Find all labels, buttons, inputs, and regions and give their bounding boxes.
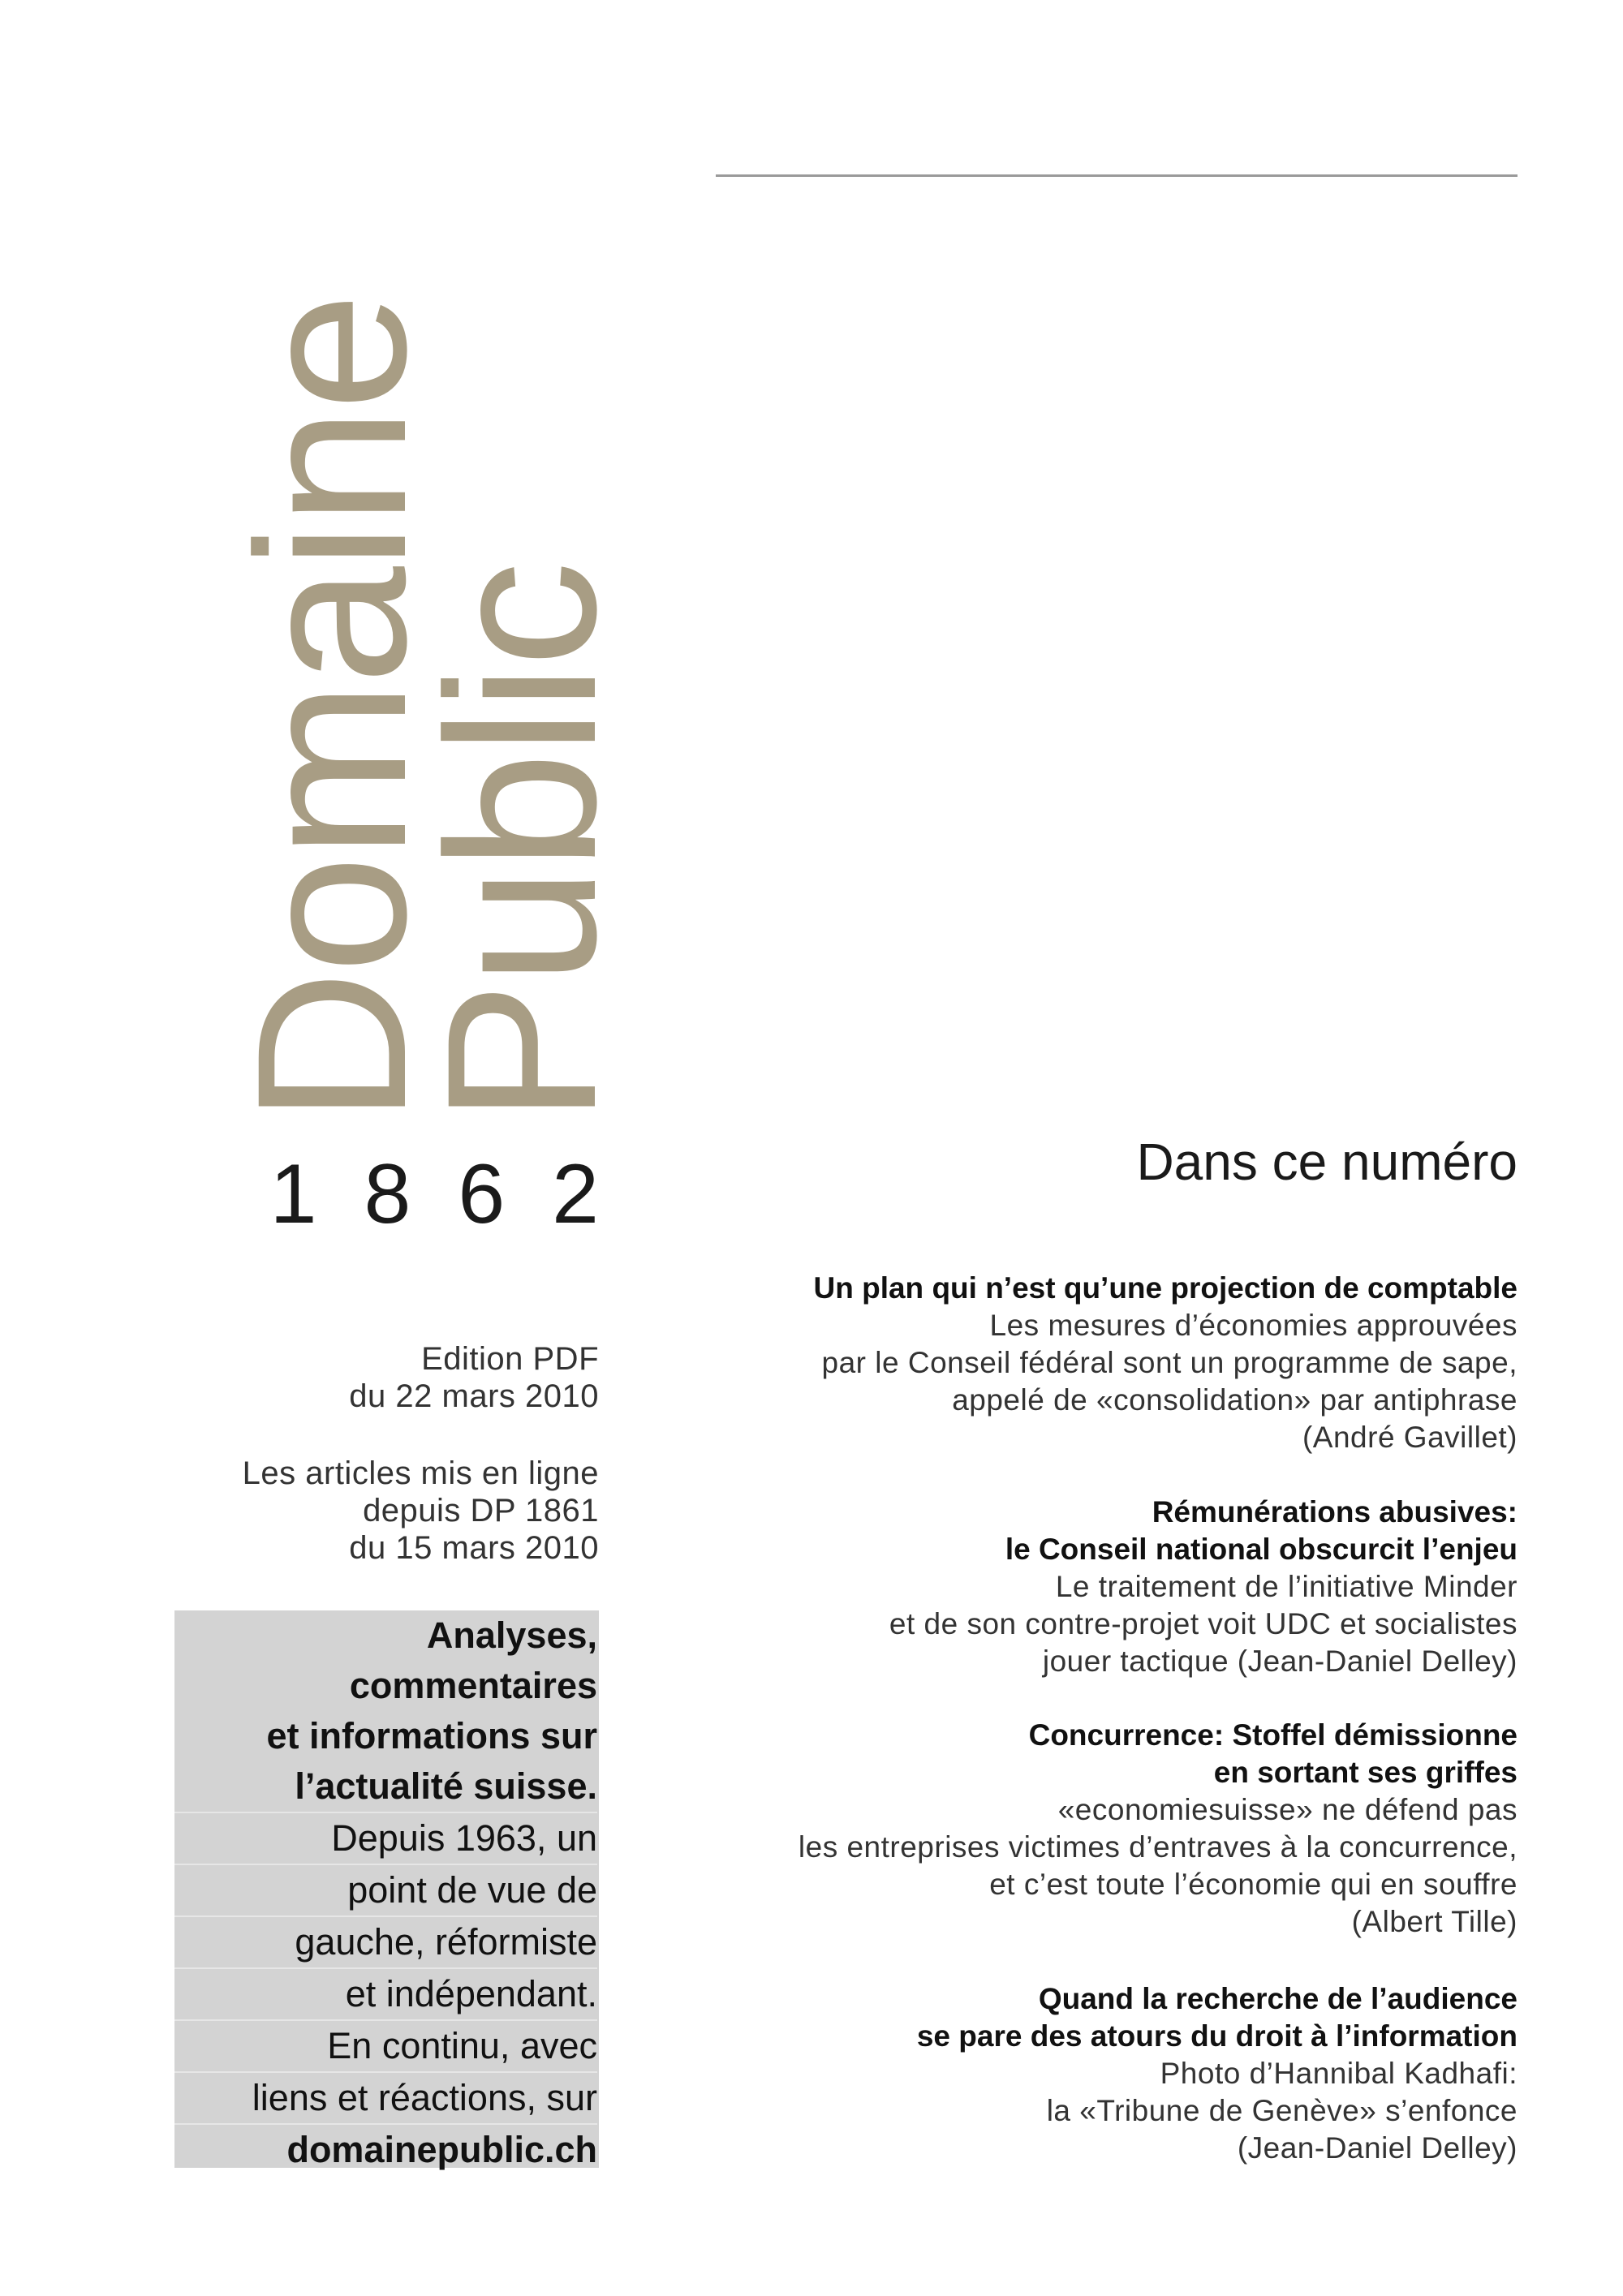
top-divider <box>716 174 1518 177</box>
toc-item-author: (Jean-Daniel Delley) <box>1237 2131 1518 2165</box>
online-line: depuis DP 1861 <box>363 1493 599 1529</box>
toc-item[interactable] <box>625 1717 1518 1941</box>
toc-item-summary: «economiesuisse» ne défend pas <box>1057 1793 1518 1826</box>
toc-item-title[interactable]: Rémunérations abusives: <box>1152 1495 1518 1529</box>
logo-year: 1862 <box>269 1147 646 1241</box>
toc-item-title[interactable]: en sortant ses griffes <box>1213 1756 1518 1789</box>
toc-item-summary: les entreprises victimes d’entraves à la concurrence, <box>798 1830 1518 1864</box>
promo-line: En continu, avec <box>174 2019 597 2071</box>
toc-item-summary: et de son contre-projet voit UDC et socialistes <box>889 1607 1518 1640</box>
toc-item-summary: la «Tribune de Genève» s’enfonce <box>1046 2094 1518 2127</box>
toc-heading: Dans ce numéro <box>1136 1133 1518 1191</box>
toc-item[interactable] <box>625 1270 1518 1456</box>
promo-line: Analyses, <box>426 1615 597 1656</box>
promo-line: et informations sur <box>266 1715 597 1756</box>
toc-item-summary: Les mesures d’économies approuvées <box>989 1309 1518 1342</box>
promo-line: liens et réactions, sur <box>174 2071 597 2123</box>
promo-line: et indépendant. <box>174 1967 597 2019</box>
logo-word-public: Public <box>403 564 640 1124</box>
promo-line: commentaires <box>349 1665 597 1706</box>
toc-item-summary: et c’est toute l’économie qui en souffre <box>989 1868 1518 1901</box>
promo-line: Depuis 1963, un <box>174 1812 597 1864</box>
toc-item-title[interactable]: Concurrence: Stoffel démissionne <box>1028 1718 1518 1752</box>
online-line: du 15 mars 2010 <box>349 1530 599 1566</box>
toc-item-title[interactable]: se pare des atours du droit à l’information <box>916 2019 1518 2053</box>
toc-item-author: (Albert Tille) <box>1351 1905 1518 1938</box>
toc-item-summary: Le traitement de l’initiative Minder <box>1055 1570 1518 1603</box>
edition-label: Edition PDF <box>421 1341 599 1377</box>
toc-item-author: (André Gavillet) <box>1302 1421 1518 1454</box>
toc-item-summary: Photo d’Hannibal Kadhafi: <box>1160 2057 1518 2090</box>
toc-item-title[interactable]: Quand la recherche de l’audience <box>1038 1982 1518 2015</box>
logo-word-domaine: Domaine <box>213 295 450 1124</box>
promo-line: l’actualité suisse. <box>295 1765 597 1807</box>
toc-item-summary: appelé de «consolidation» par antiphrase <box>952 1383 1518 1417</box>
toc-item-summary: jouer tactique (Jean-Daniel Delley) <box>1042 1645 1518 1678</box>
toc-item[interactable] <box>625 1980 1518 2167</box>
promo-website-link[interactable]: domainepublic.ch <box>174 2123 597 2175</box>
toc-item-title[interactable]: Un plan qui n’est qu’une projection de comptable <box>813 1271 1518 1305</box>
toc-item[interactable] <box>625 1494 1518 1680</box>
online-info <box>243 1455 599 1567</box>
edition-info <box>349 1340 599 1415</box>
toc-item-summary: par le Conseil fédéral sont un programme de sape, <box>821 1346 1518 1379</box>
promo-box <box>174 1610 599 2168</box>
toc-item-title[interactable]: le Conseil national obscurcit l’enjeu <box>1005 1533 1518 1566</box>
promo-line: point de vue de <box>174 1864 597 1915</box>
edition-date: du 22 mars 2010 <box>349 1378 599 1414</box>
online-line: Les articles mis en ligne <box>242 1455 599 1491</box>
promo-line: gauche, réformiste <box>174 1915 597 1967</box>
